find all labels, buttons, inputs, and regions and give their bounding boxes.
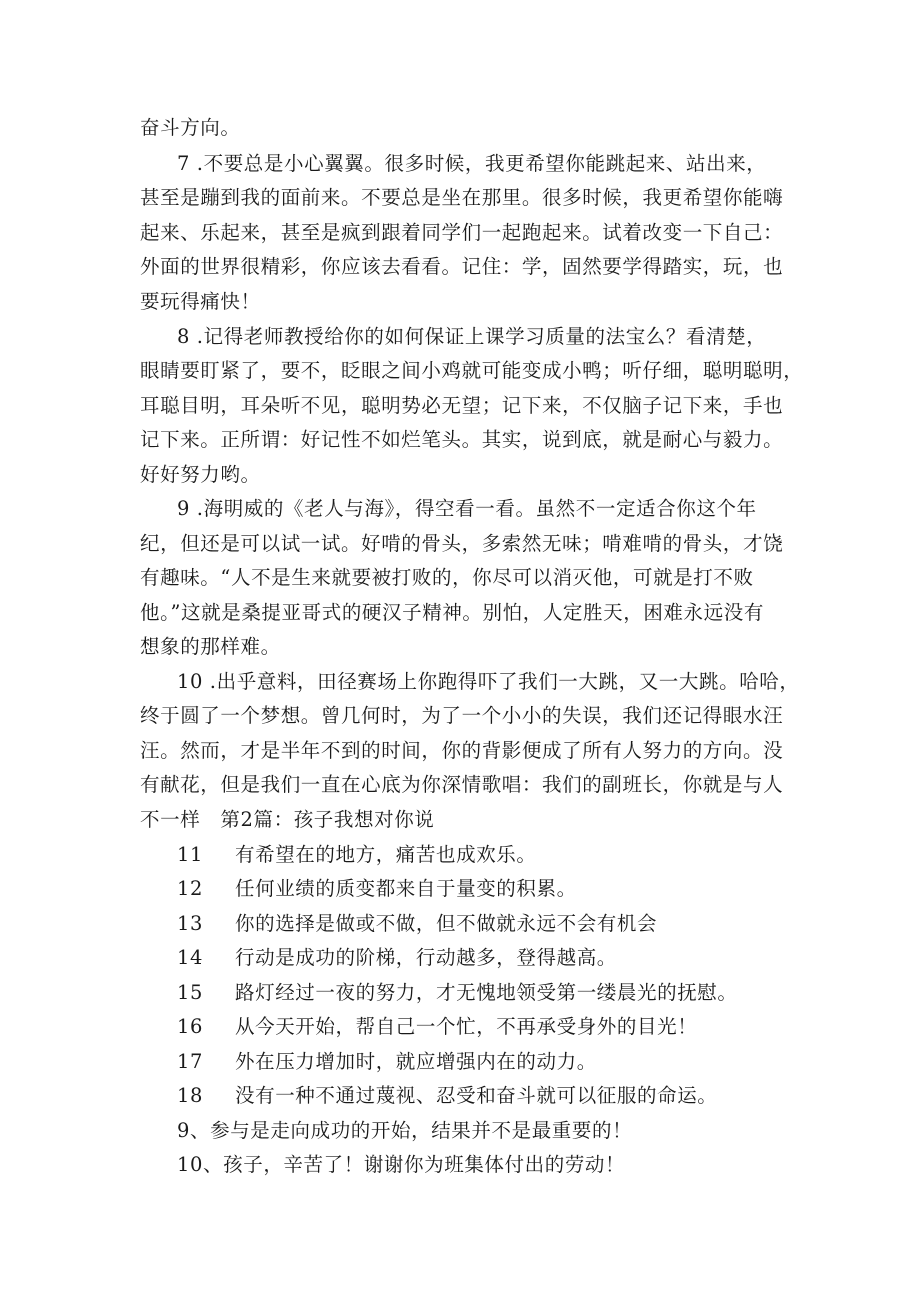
numbered-item (177, 909, 657, 939)
paragraph-7-line: 要玩得痛快！ (140, 290, 261, 313)
paragraph-8-line: 眼睛要盯紧了，要不，眨眼之间小鸡就可能变成小鸭；听仔细，聪明聪明， (140, 359, 804, 382)
paragraph-10-line: 10 .出乎意料，田径赛场上你跑得吓了我们一大跳，又一大跳。哈哈， (177, 670, 800, 693)
numbered-item (177, 1081, 717, 1111)
paragraph-9-line: 9 .海明威的《老人与海》，得空看一看。虽然不一定适合你这个年 (177, 497, 757, 520)
paragraph-8-line: 8 .记得老师教授给你的如何保证上课学习质量的法宝么？看清楚， (177, 325, 767, 348)
paragraph-8-line: 好好努力哟。 (140, 463, 261, 486)
tail-line: 9、参与是走向成功的开始，结果并不是最重要的！ (177, 1119, 633, 1142)
item-number: 18 (177, 1084, 204, 1107)
paragraph-line: 奋斗方向。 (140, 116, 241, 139)
paragraph-8-line: 记下来。正所谓：好记性不如烂笔头。其实，说到底，就是耐心与毅力。 (140, 428, 784, 451)
item-text: 有希望在的地方，痛苦也成欢乐。 (235, 843, 537, 866)
item-number: 12 (177, 877, 204, 900)
tail-line: 10、孩子，辛苦了！谢谢你为班集体付出的劳动！ (177, 1153, 626, 1176)
item-text: 外在压力增加时，就应增强内在的动力。 (235, 1050, 597, 1073)
paragraph-7-line: 甚至是蹦到我的面前来。不要总是坐在那里。很多时候，我更希望你能嗨 (140, 186, 784, 209)
paragraph-7-line: 7 .不要总是小心翼翼。很多时候，我更希望你能跳起来、站出来， (177, 152, 767, 175)
item-text: 路灯经过一夜的努力，才无愧地领受第一缕晨光的抚慰。 (235, 981, 738, 1004)
numbered-item (177, 874, 577, 904)
numbered-item (177, 840, 537, 870)
item-text: 从今天开始，帮自己一个忙，不再承受身外的目光！ (235, 1015, 698, 1038)
item-text: 没有一种不通过蔑视、忍受和奋斗就可以征服的命运。 (235, 1084, 718, 1107)
item-number: 15 (177, 981, 204, 1004)
paragraph-10-line: 有献花，但是我们一直在心底为你深情歌唱：我们的副班长，你就是与人 (140, 773, 784, 796)
paragraph-10-line: 汪。然而，才是半年不到的时间，你的背影便成了所有人努力的方向。没 (140, 739, 784, 762)
paragraph-9-line: 有趣味。“人不是生来就要被打败的，你尽可以消灭他，可就是打不败 (140, 566, 754, 589)
item-text: 任何业绩的质变都来自于量变的积累。 (235, 877, 577, 900)
paragraph-9-line: 他。”这就是桑提亚哥式的硬汉子精神。别怕，人定胜天，困难永远没有 (140, 601, 764, 624)
item-number: 11 (177, 843, 204, 866)
paragraph-9-line: 纪，但还是可以试一试。好啃的骨头，多索然无味；啃难啃的骨头，才饶 (140, 532, 784, 555)
numbered-item (177, 978, 738, 1008)
numbered-item (177, 1047, 597, 1077)
paragraph-10-line: 终于圆了一个梦想。曾几何时，为了一个小小的失误，我们还记得眼水汪 (140, 704, 784, 727)
item-number: 14 (177, 946, 204, 969)
item-text: 行动是成功的阶梯，行动越多，登得越高。 (235, 946, 617, 969)
numbered-item (177, 1012, 697, 1042)
paragraph-7-line: 起来、乐起来，甚至是疯到跟着同学们一起跑起来。试着改变一下自己： (140, 221, 784, 244)
item-number: 17 (177, 1050, 204, 1073)
numbered-item (177, 943, 617, 973)
item-number: 13 (177, 912, 204, 935)
item-number: 16 (177, 1015, 204, 1038)
paragraph-9-line: 想象的那样难。 (140, 635, 281, 658)
paragraph-8-line: 耳聪目明，耳朵听不见，聪明势必无望；记下来，不仅脑子记下来，手也 (140, 394, 784, 417)
paragraph-10-line: 不一样 第2篇：孩子我想对你说 (140, 808, 435, 831)
item-text: 你的选择是做或不做，但不做就永远不会有机会 (235, 912, 658, 935)
paragraph-7-line: 外面的世界很精彩，你应该去看看。记住：学，固然要学得踏实，玩，也 (140, 255, 784, 278)
